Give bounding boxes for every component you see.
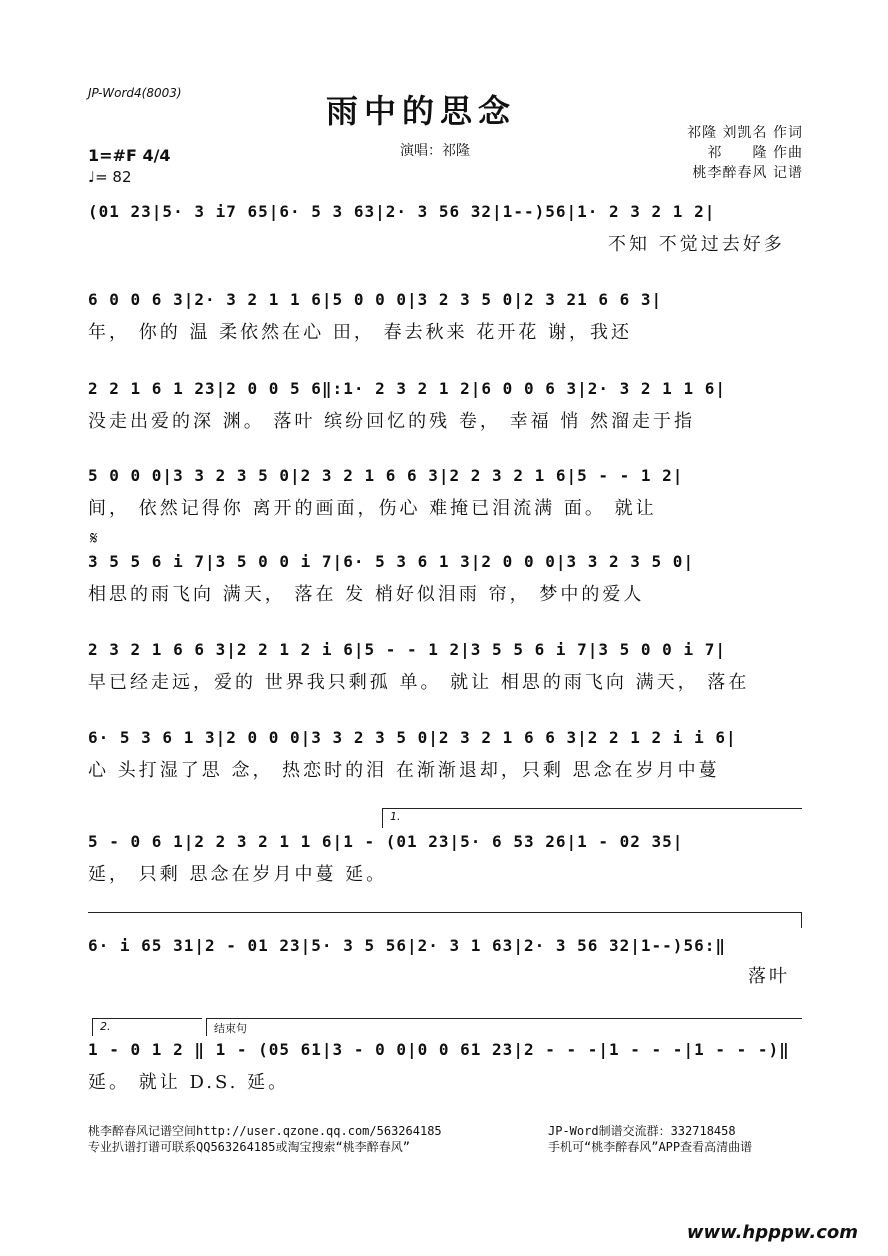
lyrics-line-3: 没走出爱的深 渊。 落叶 缤纷回忆的残 卷， 幸福 悄 然溜走于指 [88,411,696,432]
lyrics-line-6: 早已经走远，爱的 世界我只剩孤 单。 就让 相思的雨飞向 满天， 落在 [88,672,750,693]
footer-app: 手机可“桃李醉春风”APP查看高清曲谱 [548,1140,753,1154]
volta-2-label: 2. [100,1020,111,1033]
notes-line-9: 6· i 65 31|2 - 01 23|5· 3 5 56|2· 3 1 63|2· 3 56 32|1--)56:‖ [88,936,726,955]
software-tag: JP-Word4(8003) [88,86,182,100]
segno-sign: 𝄋 [90,528,98,549]
lyrics-line-4: 间， 依然记得你 离开的画面，伤心 难掩已泪流满 面。 就让 [88,498,657,519]
song-title: 雨中的思念 [326,92,517,130]
footer-contact: 专业扒谱打谱可联系QQ563264185或淘宝搜索“桃李醉春风” [88,1140,410,1154]
volta-1-bracket [382,808,802,809]
lyrics-line-1: 不知 不觉过去好多 [608,234,785,255]
ending-bracket [206,1018,802,1019]
volta-2-bracket [92,1018,202,1019]
volta-1-bracket-end [801,912,802,928]
lyrics-line-8: 延， 只剩 思念在岁月中蔓 延。 [88,864,388,885]
ending-bracket-start [206,1018,207,1036]
notes-line-8: 5 - 0 6 1|2 2 3 2 1 1 6|1 - (01 23|5· 6 53 26|1 - 02 35| [88,832,684,851]
lyrics-line-9: 落叶 [748,966,790,987]
notes-line-3: 2 2 1 6 1 23|2 0 0 5 6‖:1· 2 3 2 1 2|6 0 0 6 3|2· 3 2 1 1 6| [88,379,726,398]
notes-line-5: 3 5 5 6 i 7|3 5 0 0 i 7|6· 5 3 6 1 3|2 0 0 0|3 3 2 3 5 0| [88,552,695,571]
notes-line-4: 5 0 0 0|3 3 2 3 5 0|2 3 2 1 6 6 3|2 2 3 2 1 6|5 - - 1 2| [88,466,684,485]
volta-1-label: 1. [390,810,401,823]
lyrics-line-2: 年， 你的 温 柔依然在心 田， 春去秋来 花开花 谢，我还 [88,322,633,343]
notes-line-10: 1 - 0 1 2 ‖ 1 - (05 61|3 - 0 0|0 0 61 23|2 - - -|1 - - -|1 - - -)‖ [88,1040,790,1059]
notes-line-2: 6 0 0 6 3|2· 3 2 1 1 6|5 0 0 0|3 2 3 5 0|2 3 21 6 6 3| [88,290,663,309]
volta-2-bracket-start [92,1018,93,1036]
notes-line-1: (01 23|5· 3 i7 65|6· 5 3 63|2· 3 56 32|1--)56|1· 2 3 2 1 2| [88,202,716,221]
lyrics-line-10: 延。 就让 D.S. 延。 [88,1072,290,1093]
transcriber-credit: 桃李醉春风 记谱 [692,165,803,181]
lyricist-credit: 祁隆 刘凯名 作词 [687,125,803,141]
volta-1-continuation [88,912,802,913]
notes-line-6: 2 3 2 1 6 6 3|2 2 1 2 i 6|5 - - 1 2|3 5 5 6 i 7|3 5 0 0 i 7| [88,640,726,659]
lyrics-line-7: 心 头打湿了思 念， 热恋时的泪 在渐渐退却，只剩 思念在岁月中蔓 [88,760,720,781]
lyrics-line-5: 相思的雨飞向 满天， 落在 发 梢好似泪雨 帘， 梦中的爱人 [88,584,645,605]
site-watermark: www.hpppw.com [686,1222,858,1243]
singer-credit: 演唱：祁隆 [400,143,470,159]
tempo-marking: ♩= 82 [88,168,132,186]
ending-label: 结束句 [214,1022,247,1035]
composer-credit: 祁 隆 作曲 [707,145,803,161]
notes-line-7: 6· 5 3 6 1 3|2 0 0 0|3 3 2 3 5 0|2 3 2 1 6 6 3|2 2 1 2 i i 6| [88,728,737,747]
footer-qzone-link: 桃李醉春风记谱空间http://user.qzone.qq.com/563264185 [88,1124,442,1138]
footer-group: JP-Word制谱交流群：332718458 [548,1124,736,1138]
key-signature: 1=#F 4/4 [88,146,171,165]
volta-1-bracket-start [382,808,383,828]
